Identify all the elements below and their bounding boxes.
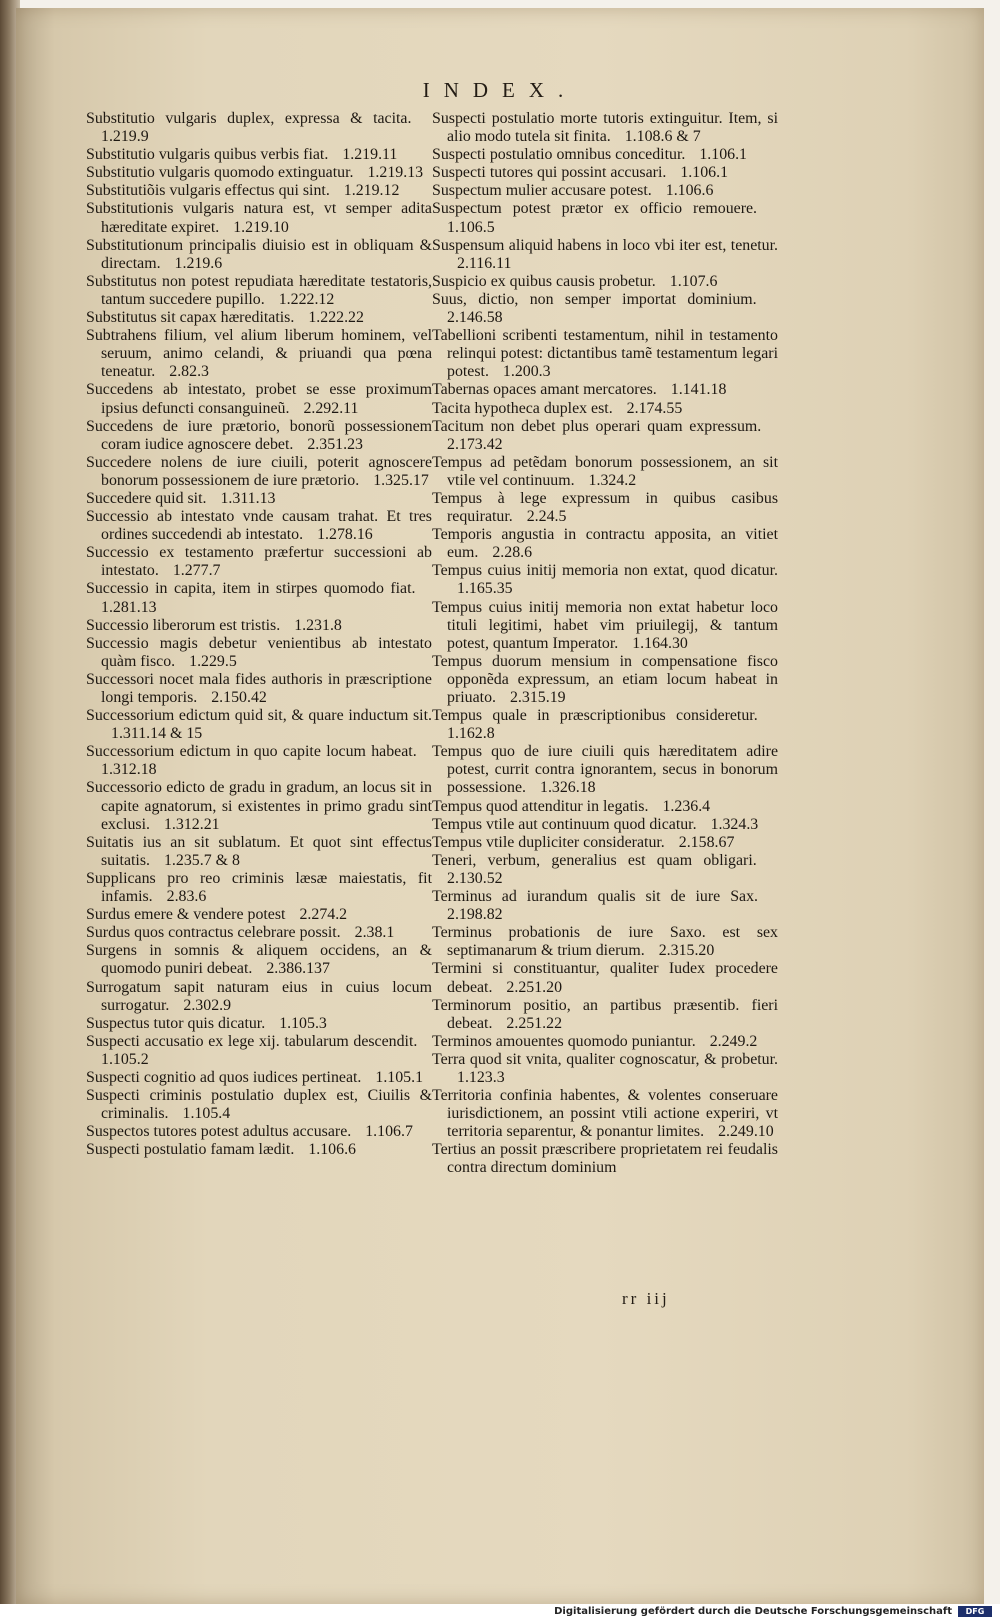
entry-text: Substitutus sit capax hæreditatis. bbox=[86, 309, 295, 327]
entry-text: Suspicio ex quibus causis probetur. bbox=[432, 272, 656, 290]
entry-reference: 2.251.20 bbox=[506, 978, 563, 996]
entry-text: Tempus quale in præscriptionibus consideretur. bbox=[432, 707, 758, 725]
book-page bbox=[16, 8, 984, 1604]
entry-text: Successio ab intestato vnde causam trahat. Et tres ordines succedendi ab intestato. bbox=[86, 508, 432, 544]
entry-text: Terminus ad iurandum qualis sit de iure Sax. bbox=[432, 888, 759, 906]
entry-text: Substitutio vulgaris quomodo extinguatur. bbox=[86, 164, 354, 182]
index-entry bbox=[86, 164, 432, 182]
index-entry bbox=[432, 888, 778, 924]
entry-reference: 1.219.9 bbox=[101, 128, 149, 146]
entry-text: Suspensum aliquid habens in loco vbi iter est, tenetur. bbox=[432, 236, 778, 254]
entry-text: Terminorum positio, an partibus præsentib. fieri debeat. bbox=[432, 996, 778, 1032]
entry-text: Suspecti postulatio morte tutoris extinguitur. Item, si alio modo tutela sit finita. bbox=[432, 110, 778, 146]
entry-text: Successori nocet mala fides authoris in præscriptione longi temporis. bbox=[86, 670, 432, 706]
entry-text: Suspectos tutores potest adultus accusare. bbox=[86, 1123, 352, 1141]
index-entry bbox=[432, 490, 778, 526]
entry-text: Suspecti postulatio famam lædit. bbox=[86, 1141, 295, 1159]
entry-text: Tempus quod attenditur in legatis. bbox=[432, 797, 649, 815]
index-entry bbox=[86, 182, 432, 200]
index-entry bbox=[432, 327, 778, 381]
index-entry bbox=[86, 454, 432, 490]
entry-text: Supplicans pro reo criminis læsæ maiestatis, fit infamis. bbox=[86, 869, 432, 906]
entry-text: Surgens in somnis & aliquem occidens, an & quomodo puniri debeat. bbox=[86, 942, 432, 978]
entry-reference: 2.351.23 bbox=[307, 435, 363, 453]
index-entry bbox=[432, 743, 778, 797]
index-entry bbox=[432, 1051, 778, 1087]
index-entry bbox=[432, 960, 778, 996]
index-entry bbox=[432, 1087, 778, 1141]
entry-text: Successio in capita, item in stirpes quomodo fiat. bbox=[86, 580, 416, 598]
entry-text: Temporis angustia in contractu apposita, an vitiet eum. bbox=[432, 526, 778, 562]
index-entry bbox=[86, 381, 432, 417]
index-entry bbox=[432, 381, 778, 399]
entry-reference: 2.249.10 bbox=[718, 1123, 774, 1141]
entry-reference: 2.302.9 bbox=[183, 996, 232, 1014]
entry-reference: 1.105.4 bbox=[182, 1105, 231, 1123]
index-entry bbox=[86, 418, 432, 454]
entry-text: Surrogatum sapit naturam eius in cuius locum surrogatur. bbox=[86, 978, 432, 1014]
index-entry bbox=[432, 562, 778, 598]
index-entry bbox=[432, 707, 778, 743]
entry-text: Substitutionum principalis diuisio est in obliquam & directam. bbox=[86, 236, 432, 272]
index-entry bbox=[86, 870, 432, 906]
index-entry bbox=[432, 291, 778, 327]
entry-reference: 1.311.14 & 15 bbox=[111, 725, 203, 743]
entry-text: Surdus quos contractus celebrare possit. bbox=[86, 924, 341, 942]
entry-text: Succedere nolens de iure ciuili, poterit agnoscere bonorum possessionem de iure prætorio. bbox=[86, 453, 432, 489]
entry-reference: 1.277.7 bbox=[172, 562, 221, 580]
index-entry bbox=[86, 544, 432, 580]
entry-text: Terra quod sit vnita, qualiter cognoscatur, & probetur. bbox=[432, 1050, 778, 1068]
entry-reference: 1.222.22 bbox=[308, 309, 364, 327]
index-entry bbox=[432, 526, 778, 562]
index-entry bbox=[86, 110, 432, 146]
entry-reference: 1.281.13 bbox=[101, 598, 157, 616]
entry-text: Tacitum non debet plus operari quam expressum. bbox=[432, 417, 762, 435]
entry-reference: 1.235.7 & 8 bbox=[163, 851, 240, 869]
index-entry bbox=[432, 653, 778, 707]
entry-reference: 2.24.5 bbox=[526, 508, 567, 526]
index-entry bbox=[86, 200, 432, 236]
entry-text: Successorium edictum quid sit, & quare inductum sit. bbox=[86, 707, 432, 725]
entry-reference: 1.236.4 bbox=[662, 797, 711, 815]
entry-reference: 1.231.8 bbox=[294, 616, 342, 634]
entry-reference: 1.164.30 bbox=[632, 634, 688, 652]
entry-text: Tempus cuius initij memoria non extat, quod dicatur. bbox=[432, 562, 778, 580]
index-entry bbox=[432, 237, 778, 273]
entry-reference: 2.174.55 bbox=[626, 399, 683, 417]
entry-reference: 1.311.13 bbox=[220, 489, 276, 507]
entry-reference: 1.222.12 bbox=[278, 290, 335, 308]
entry-reference: 2.386.137 bbox=[266, 960, 330, 978]
page-header: INDEX. bbox=[422, 78, 578, 102]
entry-text: Suus, dictio, non semper importat dominium. bbox=[432, 290, 757, 308]
entry-text: Succedere quid sit. bbox=[86, 489, 207, 507]
index-entry bbox=[86, 146, 432, 164]
index-entry bbox=[432, 182, 778, 200]
index-entry bbox=[86, 635, 432, 671]
index-entry bbox=[432, 852, 778, 888]
entry-text: Tabernas opaces amant mercatores. bbox=[432, 381, 657, 399]
entry-reference: 1.278.16 bbox=[317, 526, 373, 544]
entry-reference: 1.324.2 bbox=[588, 471, 637, 489]
footer-bar bbox=[0, 1604, 1000, 1619]
index-entry bbox=[86, 707, 432, 743]
entry-text: Substitutionis vulgaris natura est, vt semper adita hæreditate expiret. bbox=[86, 200, 432, 236]
index-entry bbox=[432, 146, 778, 164]
entry-text: Tabellioni scribenti testamentum, nihil in testamento relinqui potest: dictantibus tamẽ testamentum legari potest. bbox=[432, 327, 778, 381]
entry-reference: 1.200.3 bbox=[502, 363, 551, 381]
entry-text: Successio magis debetur venientibus ab intestato quàm fisco. bbox=[86, 634, 432, 670]
entry-text: Territoria confinia habentes, & volentes conseruare iurisdictionem, an possint vtili actione experiri, vt territoria separentur, & ponantur limites. bbox=[432, 1087, 778, 1141]
index-entry bbox=[432, 798, 778, 816]
entry-reference: 2.292.11 bbox=[303, 399, 359, 417]
entry-reference: 2.315.19 bbox=[509, 689, 566, 706]
entry-reference: 1.106.6 bbox=[308, 1141, 356, 1159]
entry-text: Successorio edicto de gradu in gradum, an locus sit in capite agnatorum, si existentes in primo gradu sint exclusi. bbox=[86, 779, 432, 833]
entry-reference: 1.219.10 bbox=[233, 218, 289, 236]
entry-text: Suspectum mulier accusare potest. bbox=[432, 182, 652, 200]
entry-text: Tempus cuius initij memoria non extat habetur loco tituli legitimi, habet vim priuilegij, & tantum potest, quantum Imperator. bbox=[432, 598, 778, 652]
entry-reference: 2.28.6 bbox=[492, 544, 533, 562]
index-entry bbox=[86, 979, 432, 1015]
index-entry bbox=[86, 309, 432, 327]
entry-text: Successio liberorum est tristis. bbox=[86, 616, 281, 634]
entry-reference: 1.123.3 bbox=[457, 1068, 505, 1086]
entry-reference: 2.274.2 bbox=[299, 906, 348, 924]
dfg-logo: DFG bbox=[958, 1606, 992, 1617]
index-entry bbox=[432, 110, 778, 146]
entry-reference: 1.141.18 bbox=[670, 381, 727, 399]
index-entry bbox=[432, 273, 778, 291]
entry-text: Succedens ab intestato, probet se esse proximum ipsius defuncti consanguineũ. bbox=[86, 381, 432, 417]
index-entry bbox=[432, 834, 778, 852]
entry-text: Substitutiõis vulgaris effectus qui sint. bbox=[86, 182, 330, 200]
index-entry bbox=[86, 743, 432, 779]
entry-text: Substitutus non potest repudiata hæreditate testatoris, tantum succedere pupillo. bbox=[86, 272, 432, 308]
index-entry bbox=[86, 617, 432, 635]
entry-reference: 2.130.52 bbox=[447, 869, 503, 887]
entry-reference: 2.82.3 bbox=[169, 363, 209, 381]
entry-text: Termini si constituantur, qualiter Iudex procedere debeat. bbox=[432, 960, 778, 996]
entry-reference: 2.249.2 bbox=[709, 1032, 758, 1050]
entry-reference: 1.325.17 bbox=[373, 471, 429, 489]
entry-reference: 2.38.1 bbox=[354, 924, 395, 942]
entry-text: Tempus quo de iure ciuili quis hæreditatem adire potest, currit contra ignorantem, secus in bonorum possessione. bbox=[432, 743, 778, 797]
entry-reference: 1.105.2 bbox=[101, 1050, 149, 1068]
index-entry bbox=[432, 418, 778, 454]
entry-text: Suspecti criminis postulatio duplex est, Ciuilis & criminalis. bbox=[86, 1087, 432, 1123]
entry-text: Terminos amouentes quomodo puniantur. bbox=[432, 1032, 696, 1050]
index-entry bbox=[432, 997, 778, 1033]
index-entry bbox=[432, 164, 778, 182]
index-entry bbox=[432, 1033, 778, 1051]
index-entry bbox=[86, 942, 432, 978]
index-entry bbox=[86, 924, 432, 942]
footer-credit: Digitalisierung gefördert durch die Deutsche Forschungsgemeinschaft bbox=[554, 1606, 952, 1617]
entry-reference: 1.219.13 bbox=[367, 164, 424, 182]
index-entry bbox=[86, 490, 432, 508]
entry-text: Suspecti accusatio ex lege xij. tabularum descendit. bbox=[86, 1032, 418, 1050]
index-column-left bbox=[86, 110, 432, 1159]
entry-reference: 1.165.35 bbox=[457, 580, 513, 598]
entry-reference: 2.146.58 bbox=[447, 309, 503, 327]
entry-reference: 1.105.1 bbox=[375, 1068, 424, 1086]
entry-text: Successio ex testamento præfertur successioni ab intestato. bbox=[86, 544, 432, 580]
entry-text: Terminus probationis de iure Saxo. est sex septimanarum & trium dierum. bbox=[432, 924, 778, 960]
entry-reference: 1.105.3 bbox=[279, 1014, 327, 1032]
index-entry bbox=[432, 599, 778, 653]
entry-reference: 1.229.5 bbox=[189, 652, 237, 670]
index-entry bbox=[86, 1123, 432, 1141]
index-entry bbox=[86, 1087, 432, 1123]
index-entry bbox=[86, 580, 432, 616]
entry-reference: 1.106.1 bbox=[699, 146, 747, 164]
entry-reference: 1.108.6 & 7 bbox=[624, 128, 701, 146]
entry-reference: 1.219.12 bbox=[343, 182, 400, 200]
entry-reference: 2.251.22 bbox=[506, 1014, 563, 1032]
entry-reference: 2.150.42 bbox=[211, 689, 267, 706]
signature-mark: rr iij bbox=[622, 1289, 670, 1308]
index-entry bbox=[86, 237, 432, 273]
index-entry bbox=[432, 1141, 778, 1177]
entry-text: Surdus emere & vendere potest bbox=[86, 906, 286, 924]
entry-reference: 1.107.6 bbox=[669, 272, 718, 290]
entry-text: Tertius an possit præscribere proprietatem rei feudalis contra directum dominium bbox=[432, 1141, 778, 1177]
entry-reference: 2.83.6 bbox=[166, 888, 207, 906]
index-entry bbox=[86, 327, 432, 381]
index-entry bbox=[86, 906, 432, 924]
entry-text: Suspectus tutor quis dicatur. bbox=[86, 1014, 266, 1032]
entry-text: Successorium edictum in quo capite locum habeat. bbox=[86, 743, 417, 761]
index-entry bbox=[86, 1015, 432, 1033]
entry-text: Tempus duorum mensium in compensatione fisco opponẽda expressum, an etiam locum habeat in priuato. bbox=[432, 652, 778, 706]
entry-text: Tempus à lege expressum in quibus casibus requiratur. bbox=[432, 489, 778, 526]
index-entry bbox=[432, 454, 778, 490]
entry-text: Tempus ad petẽdam bonorum possessionem, an sit vtile vel continuum. bbox=[432, 453, 778, 489]
entry-text: Suspecti postulatio omnibus conceditur. bbox=[432, 146, 686, 164]
entry-text: Teneri, verbum, generalius est quam obligari. bbox=[432, 851, 757, 869]
index-entry bbox=[86, 834, 432, 870]
entry-reference: 1.106.1 bbox=[680, 164, 729, 182]
entry-text: Tempus vtile dupliciter consideratur. bbox=[432, 833, 665, 851]
index-entry bbox=[86, 1141, 432, 1159]
entry-reference: 2.198.82 bbox=[447, 906, 503, 924]
entry-text: Suspecti cognitio ad quos iudices pertineat. bbox=[86, 1068, 362, 1086]
index-entry bbox=[86, 273, 432, 309]
entry-text: Substitutio vulgaris quibus verbis fiat. bbox=[86, 146, 329, 164]
entry-reference: 1.326.18 bbox=[540, 779, 596, 797]
entry-reference: 1.219.6 bbox=[174, 254, 223, 272]
index-entry bbox=[432, 924, 778, 960]
index-entry bbox=[86, 508, 432, 544]
entry-text: Suitatis ius an sit sublatum. Et quot sint effectus suitatis. bbox=[86, 833, 432, 869]
index-entry bbox=[432, 400, 778, 418]
index-column-right bbox=[432, 110, 778, 1178]
entry-text: Succedens de iure prætorio, bonorũ possessionem coram iudice agnoscere debet. bbox=[86, 417, 432, 453]
entry-reference: 1.312.18 bbox=[101, 761, 157, 779]
entry-reference: 2.173.42 bbox=[447, 435, 503, 453]
index-entry bbox=[86, 779, 432, 833]
index-entry bbox=[432, 200, 778, 236]
entry-reference: 2.116.11 bbox=[457, 254, 512, 272]
entry-text: Substitutio vulgaris duplex, expressa & tacita. bbox=[86, 110, 412, 127]
entry-text: Subtrahens filium, vel alium liberum hominem, vel seruum, animo celandi, & priuandi qua pœna teneatur. bbox=[86, 327, 432, 381]
entry-reference: 1.162.8 bbox=[447, 725, 495, 743]
index-entry bbox=[86, 671, 432, 707]
index-entry bbox=[86, 1033, 432, 1069]
entry-reference: 1.219.11 bbox=[342, 146, 398, 164]
entry-reference: 2.158.67 bbox=[678, 833, 735, 851]
entry-reference: 1.312.21 bbox=[163, 815, 220, 833]
entry-text: Tempus vtile aut continuum quod dicatur. bbox=[432, 815, 697, 833]
entry-reference: 1.106.6 bbox=[665, 182, 714, 200]
entry-reference: 1.106.7 bbox=[365, 1123, 413, 1141]
entry-text: Suspectum potest prætor ex officio remouere. bbox=[432, 200, 758, 218]
entry-reference: 2.315.20 bbox=[658, 942, 715, 960]
entry-reference: 1.106.5 bbox=[447, 218, 495, 236]
index-entry bbox=[86, 1069, 432, 1087]
entry-reference: 1.324.3 bbox=[710, 815, 759, 833]
entry-text: Suspecti tutores qui possint accusari. bbox=[432, 164, 667, 182]
entry-text: Tacita hypotheca duplex est. bbox=[432, 399, 613, 417]
index-entry bbox=[432, 816, 778, 834]
